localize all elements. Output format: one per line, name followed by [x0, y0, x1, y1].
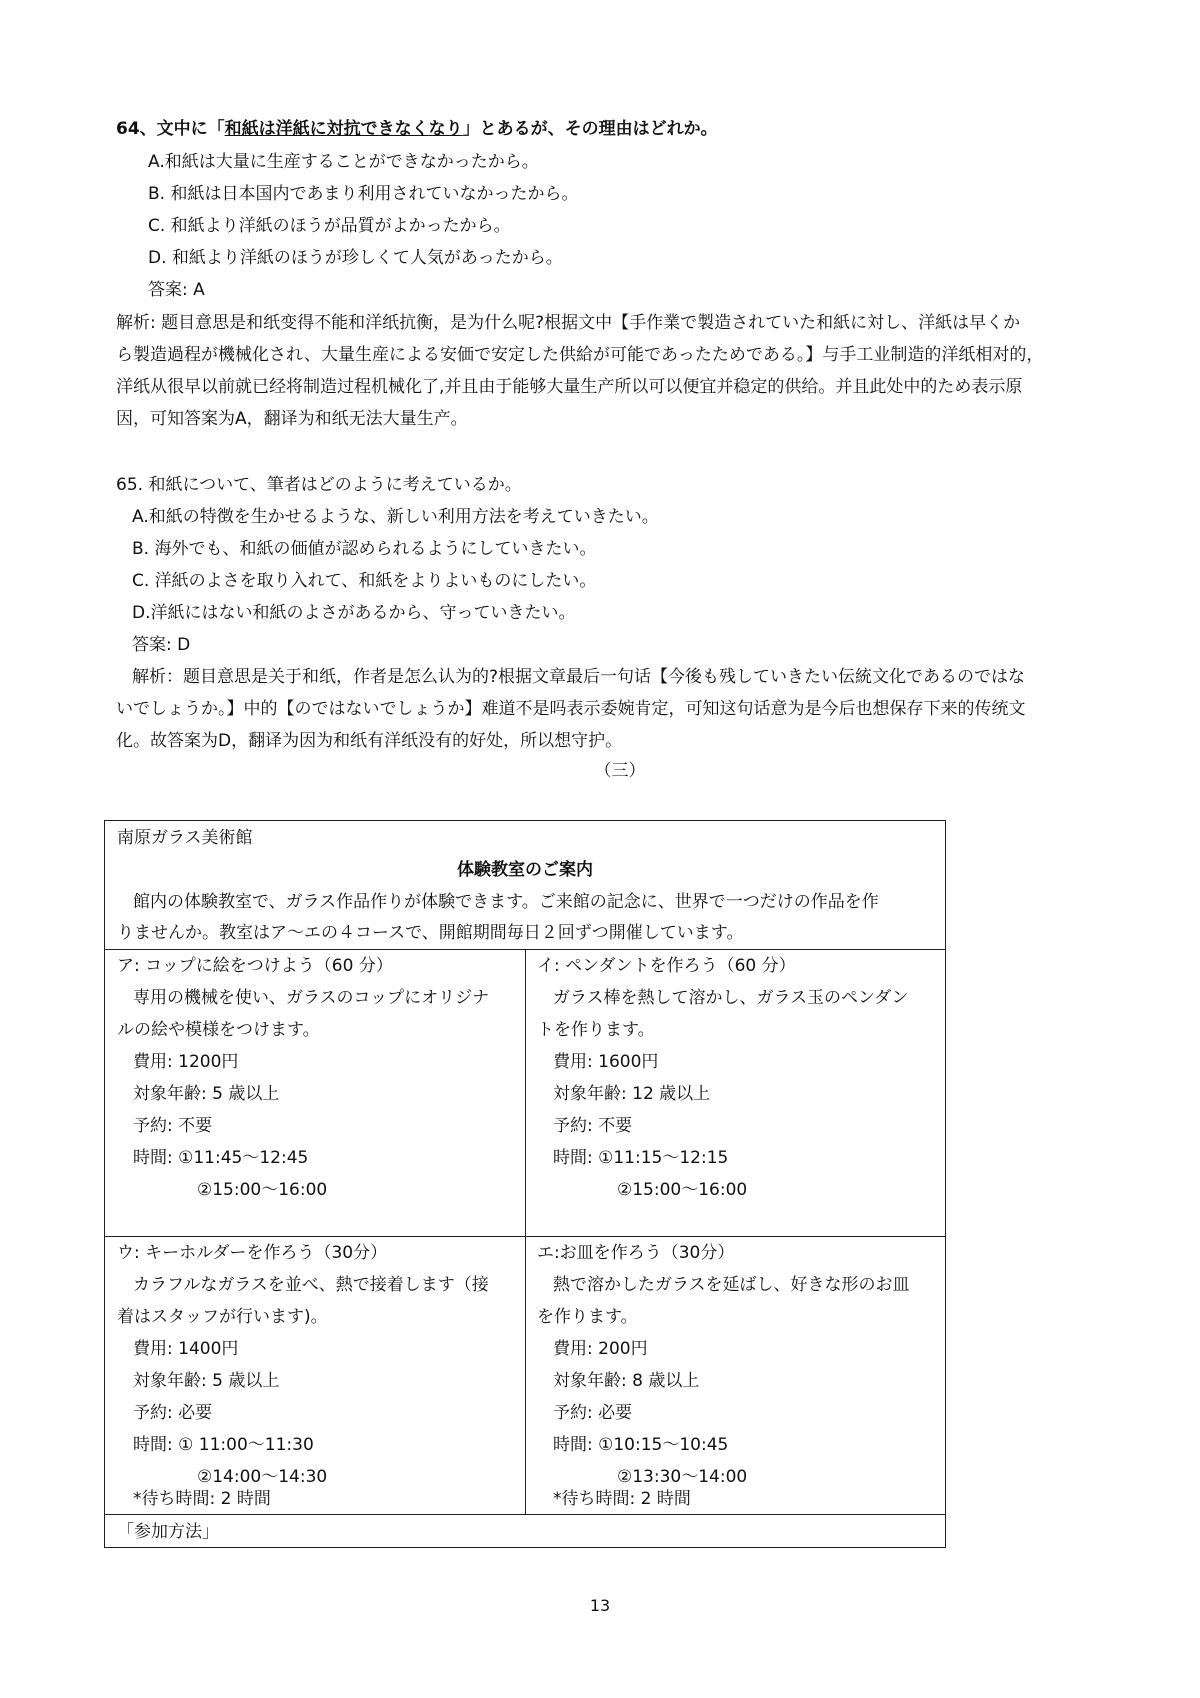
course-e-time-2: ②13:30〜14:00 [617, 1467, 748, 1487]
course-e-desc-line-2: を作ります。 [537, 1307, 638, 1327]
course-u-reservation: 予約: 必要 [133, 1403, 213, 1423]
course-i-fee: 費用: 1600円 [553, 1052, 659, 1072]
museum-name: 南原ガラス美術館 [117, 828, 253, 848]
course-e-reservation: 予約: 必要 [553, 1403, 633, 1423]
q64-question-prefix: 64、文中に「 [116, 119, 225, 139]
section-label: （三） [594, 761, 646, 781]
course-i-desc-line-1: ガラス棒を熱して溶かし、ガラス玉のペンダン [553, 988, 909, 1008]
q64-option-a: A.和紙は大量に生産することができなかったから。 [148, 152, 539, 172]
q64-question [116, 118, 718, 140]
course-u-desc-line-2: 着はスタッフが行います)。 [117, 1307, 328, 1327]
course-u-age: 対象年齢: 5 歳以上 [133, 1371, 280, 1391]
q64-answer: 答案: A [148, 280, 205, 300]
q65-analysis-line-2: いでしょうか。】中的【のではないでしょうか】难道不是吗表示委婉肯定，可知这句话意为是今后也想保存下来的传统文 [116, 699, 1026, 719]
poster-title: 体験教室のご案内 [457, 860, 593, 880]
course-a-heading: ア: コップに絵をつけよう（60 分） [117, 956, 393, 976]
q65-question: 65. 和紙について、筆者はどのように考えているか。 [116, 475, 522, 495]
course-u-desc-line-1: カラフルなガラスを並べ、熱で接着します（接 [133, 1275, 489, 1295]
course-u-wait-time: *待ち時間: 2 時間 [133, 1489, 271, 1509]
course-i-time-1: 時間: ①11:15〜12:15 [553, 1148, 729, 1168]
course-a-fee: 費用: 1200円 [133, 1052, 239, 1072]
course-a-reservation: 予約: 不要 [133, 1116, 213, 1136]
course-u-heading: ウ: キーホルダーを作ろう（30分） [117, 1243, 388, 1263]
course-a-age: 対象年齢: 5 歳以上 [133, 1084, 280, 1104]
q64-question-quote: 和紙は洋紙に対抗できなくなり [224, 119, 463, 139]
poster-divider-vertical [525, 949, 526, 1514]
q65-option-d: D.洋紙にはない和紙のよさがあるから、守っていきたい。 [132, 603, 576, 623]
q64-analysis-line-3: 洋纸从很早以前就已经将制造过程机械化了,并且由于能够大量生产所以可以便宜并稳定的供给。并且此处中的ため表示原 [116, 377, 1023, 397]
q64-question-suffix: 」とあるが、その理由はどれか。 [462, 119, 718, 139]
course-a-desc-line-1: 専用の機械を使い、ガラスのコップにオリジナ [133, 988, 490, 1008]
q64-analysis-line-4: 因，可知答案为A，翻译为和纸无法大量生产。 [116, 409, 468, 429]
poster-intro-line-1: 館内の体験教室で、ガラス作品作りが体験できます。ご来館の記念に、世界で一つだけの作品を作 [133, 892, 879, 912]
course-a-desc-line-2: ルの絵や模様をつけます。 [117, 1020, 320, 1040]
q64-analysis-line-2: ら製造過程が機械化され、大量生産による安価で安定した供給が可能であったためである。】与手工业制造的洋纸相对的， [116, 345, 1044, 365]
course-u-fee: 費用: 1400円 [133, 1339, 239, 1359]
q65-option-b: B. 海外でも、和紙の価値が認められるようにしていきたい。 [132, 539, 597, 559]
course-u-time-1: 時間: ① 11:00〜11:30 [133, 1435, 314, 1455]
course-a-time-1: 時間: ①11:45〜12:45 [133, 1148, 309, 1168]
q65-analysis-line-1: 解析：题目意思是关于和纸，作者是怎么认为的?根据文章最后一句话【今後も残していきたい伝統文化であるのではな [132, 667, 1026, 687]
q65-answer: 答案: D [132, 635, 191, 655]
q64-option-d: D. 和紙より洋紙のほうが珍しくて人気があったから。 [148, 248, 563, 268]
q64-analysis-line-1: 解析: 题目意思是和纸变得不能和洋纸抗衡，是为什么呢?根据文中【手作業で製造されていた和紙に対し、洋紙は早くか [116, 313, 1021, 333]
course-i-desc-line-2: トを作ります。 [537, 1020, 655, 1040]
course-u-time-2: ②14:00〜14:30 [197, 1467, 328, 1487]
course-i-reservation: 予約: 不要 [553, 1116, 633, 1136]
course-e-fee: 費用: 200円 [553, 1339, 648, 1359]
poster-intro-line-2: りませんか。教室はア〜エの４コースで、開館期間毎日２回ずつ開催しています。 [117, 923, 744, 943]
course-i-heading: イ: ペンダントを作ろう（60 分） [537, 956, 796, 976]
course-e-wait-time: *待ち時間: 2 時間 [553, 1489, 691, 1509]
course-i-age: 対象年齢: 12 歳以上 [553, 1084, 711, 1104]
q65-analysis-line-3: 化。故答案为D，翻译为因为和纸有洋纸没有的好处，所以想守护。 [116, 731, 623, 751]
poster-divider-bottom [105, 1514, 945, 1515]
course-e-heading: エ:お皿を作ろう（30分） [537, 1243, 735, 1263]
course-e-time-1: 時間: ①10:15〜10:45 [553, 1435, 729, 1455]
q65-option-a: A.和紙の特徴を生かせるような、新しい利用方法を考えていきたい。 [132, 507, 659, 527]
page-number: 13 [589, 1596, 611, 1615]
q64-option-c: C. 和紙より洋紙のほうが品質がよかったから。 [148, 216, 511, 236]
q65-option-c: C. 洋紙のよさを取り入れて、和紙をよりよいものにしたい。 [132, 571, 597, 591]
course-e-age: 対象年齢: 8 歳以上 [553, 1371, 700, 1391]
participation-method-heading: 「参加方法」 [117, 1522, 219, 1542]
course-i-time-2: ②15:00〜16:00 [617, 1180, 748, 1200]
course-a-time-2: ②15:00〜16:00 [197, 1180, 328, 1200]
q64-option-b: B. 和紙は日本国内であまり利用されていなかったから。 [148, 184, 579, 204]
workshop-poster [104, 820, 946, 1548]
course-e-desc-line-1: 熱で溶かしたガラスを延ばし、好きな形のお皿 [553, 1275, 910, 1295]
